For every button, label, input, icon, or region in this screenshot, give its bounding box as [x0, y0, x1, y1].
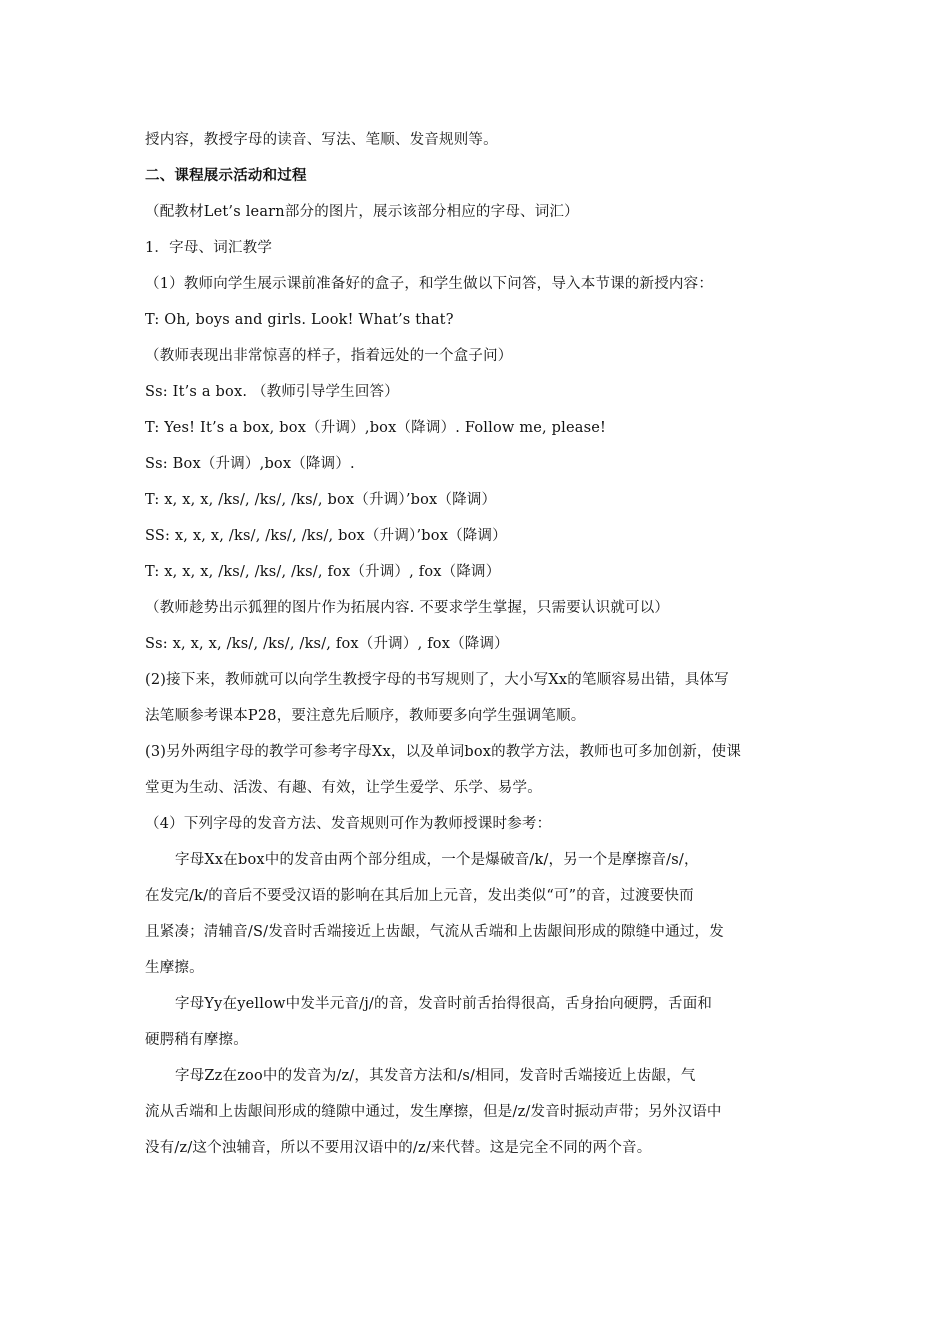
dialogue-line: Ss: x, x, x, /ks/, /ks/, /ks/, fox（升调）, fox（降调） [145, 636, 509, 652]
paragraph-line: 在发完/k/的音后不要受汉语的影响在其后加上元音，发出类似“可”的音，过渡要快而 [145, 888, 694, 904]
paragraph-line: 字母Zz在zoo中的发音为/z/，其发音方法和/s/相同，发音时舌端接近上齿龈，气 [175, 1068, 696, 1084]
paragraph-line: 字母Xx在box中的发音由两个部分组成，一个是爆破音/k/，另一个是摩擦音/s/， [175, 852, 699, 868]
text-line: 授内容，教授字母的读音、写法、笔顺、发音规则等。 [145, 132, 498, 148]
dialogue-line: Ss: It’s a box. （教师引导学生回答） [145, 384, 399, 400]
text-line: （教师趁势出示狐狸的图片作为拓展内容. 不要求学生掌握，只需要认识就可以） [145, 600, 670, 616]
dialogue-line: T: Oh, boys and girls. Look! What’s that? [145, 312, 454, 328]
dialogue-line: SS: x, x, x, /ks/, /ks/, /ks/, box（升调）’box（降调） [145, 528, 507, 544]
text-line: （1）教师向学生展示课前准备好的盒子，和学生做以下问答，导入本节课的新授内容： [145, 276, 714, 292]
text-line: 堂更为生动、活泼、有趣、有效，让学生爱学、乐学、易学。 [145, 780, 542, 796]
text-line: （4）下列字母的发音方法、发音规则可作为教师授课时参考： [145, 816, 552, 832]
dialogue-line: T: x, x, x, /ks/, /ks/, /ks/, box（升调）’box（降调） [145, 492, 497, 508]
paragraph-line: 硬腭稍有摩擦。 [145, 1032, 248, 1048]
paragraph-line: 生摩擦。 [145, 960, 204, 976]
section-heading: 二、课程展示活动和过程 [145, 168, 307, 184]
dialogue-line: T: Yes! It’s a box, box（升调）,box（降调）. Follow me, please! [145, 420, 607, 436]
document-page [145, 122, 810, 1166]
paragraph-line: 且紧凑；清辅音/S/发音时舌端接近上齿龈，气流从舌端和上齿龈间形成的隙缝中通过，发 [145, 924, 724, 940]
text-line: （教师表现出非常惊喜的样子，指着远处的一个盒子问） [145, 348, 513, 364]
subsection-heading: 1．字母、词汇教学 [145, 240, 273, 256]
paragraph-line: 流从舌端和上齿龈间形成的缝隙中通过，发生摩擦，但是/z/发音时振动声带；另外汉语中 [145, 1104, 722, 1120]
paragraph-line: 字母Yy在yellow中发半元音/j/的音，发音时前舌抬得很高，舌身抬向硬腭，舌面和 [175, 996, 713, 1012]
dialogue-line: T: x, x, x, /ks/, /ks/, /ks/, fox（升调）, fox（降调） [145, 564, 501, 580]
text-line: 法笔顺参考课本P28，要注意先后顺序，教师要多向学生强调笔顺。 [145, 708, 586, 724]
text-line: （配教材Let’s learn部分的图片，展示该部分相应的字母、词汇） [145, 204, 579, 220]
dialogue-line: Ss: Box（升调）,box（降调）. [145, 456, 355, 472]
paragraph-line: 没有/z/这个浊辅音，所以不要用汉语中的/z/来代替。这是完全不同的两个音。 [145, 1140, 652, 1156]
text-line: (3)另外两组字母的教学可参考字母Xx，以及单词box的教学方法，教师也可多加创新，使课 [145, 744, 742, 760]
text-line: (2)接下来，教师就可以向学生教授字母的书写规则了，大小写Xx的笔顺容易出错，具体写 [145, 672, 729, 688]
